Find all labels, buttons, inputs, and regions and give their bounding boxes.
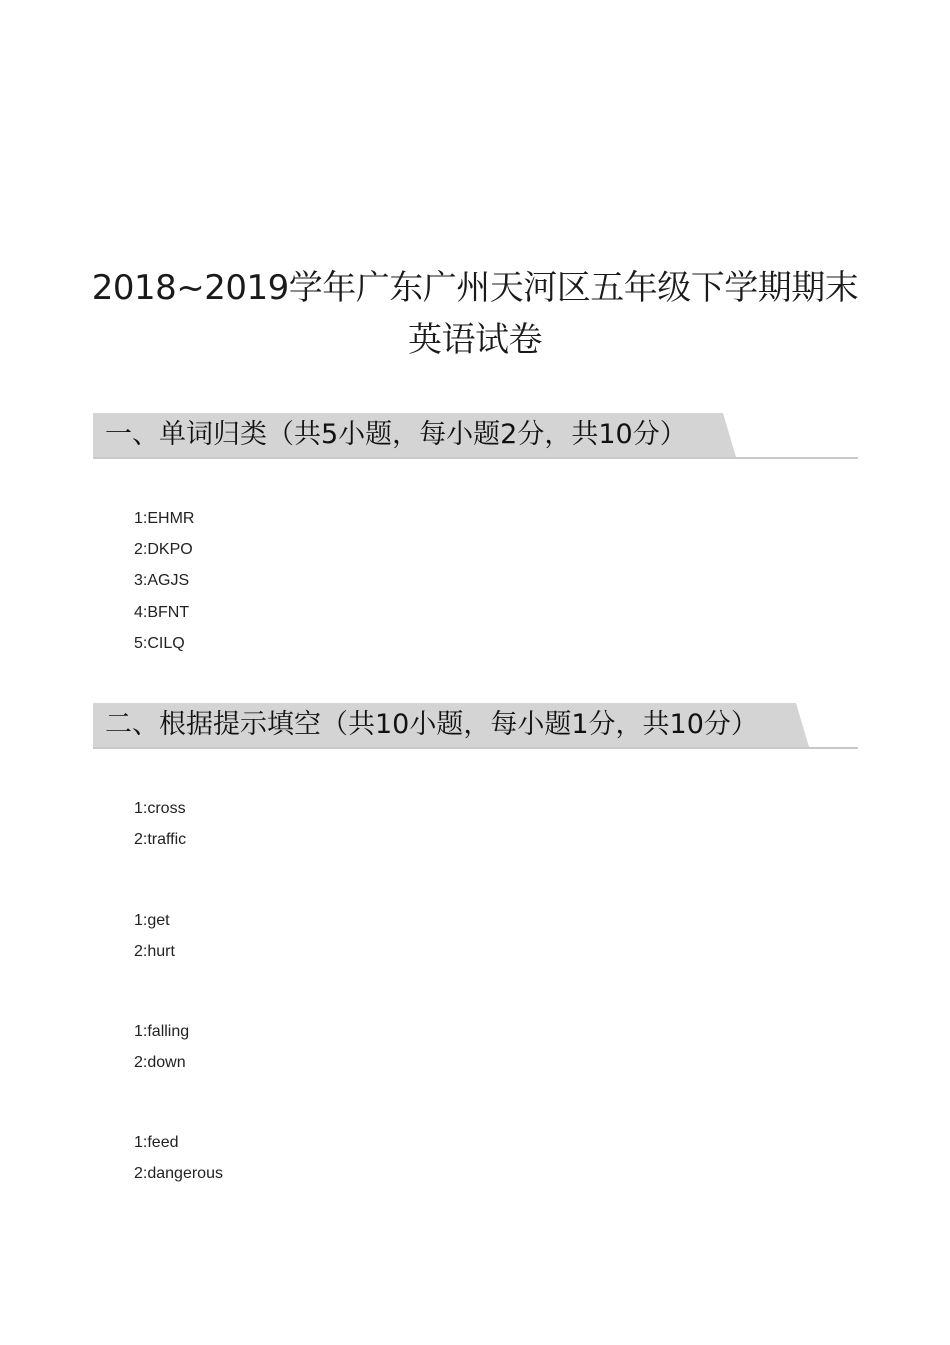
page-title bbox=[0, 262, 950, 366]
answer-item: 2:dangerous bbox=[134, 1165, 223, 1183]
answer-item: 1:cross bbox=[134, 800, 186, 817]
answer-item: 1:EHMR bbox=[134, 510, 195, 527]
section-2-group-2 bbox=[134, 905, 175, 967]
title-line-2: 英语试卷 bbox=[408, 320, 542, 360]
section-2-group-1 bbox=[134, 793, 186, 855]
section-2-header bbox=[93, 703, 858, 749]
answer-item: 1:falling bbox=[134, 1023, 190, 1040]
answer-item: 4:BFNT bbox=[134, 603, 190, 621]
section-1-answers bbox=[134, 503, 194, 659]
answer-item: 2:DKPO bbox=[134, 541, 193, 559]
section-2-group-3 bbox=[134, 1016, 189, 1078]
answer-item: 5:CILQ bbox=[134, 634, 185, 652]
answer-item: 2:down bbox=[134, 1054, 186, 1072]
title-line-1: 2018~2019学年广东广州天河区五年级下学期期末 bbox=[91, 268, 859, 308]
answer-item: 3:AGJS bbox=[134, 572, 190, 590]
answer-item: 1:feed bbox=[134, 1134, 179, 1151]
answer-item: 2:hurt bbox=[134, 943, 175, 961]
answer-item: 1:get bbox=[134, 912, 170, 929]
answer-item: 2:traffic bbox=[134, 831, 187, 849]
section-2-heading: 二、根据提示填空（共10小题，每小题1分，共10分） bbox=[105, 709, 758, 740]
section-2-group-4 bbox=[134, 1127, 223, 1189]
section-1-underline bbox=[93, 457, 858, 459]
section-1-header bbox=[93, 413, 858, 459]
section-1-heading: 一、单词归类（共5小题，每小题2分，共10分） bbox=[105, 419, 687, 450]
section-2-underline bbox=[93, 747, 858, 749]
